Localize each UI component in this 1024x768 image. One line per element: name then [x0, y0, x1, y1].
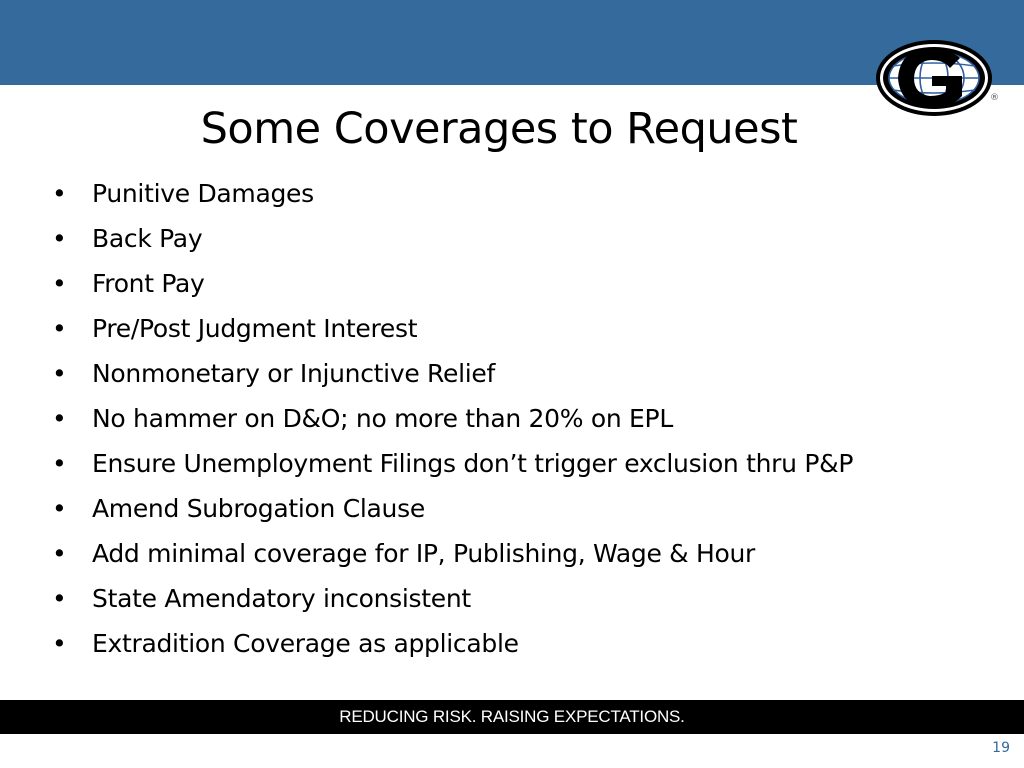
- bullet-dot: •: [52, 224, 67, 253]
- bullet-item: [52, 216, 1002, 261]
- bullet-item: [52, 396, 1002, 441]
- bullet-text: Extradition Coverage as applicable: [92, 629, 519, 658]
- bullet-item: [52, 531, 1002, 576]
- bullet-dot: •: [52, 494, 67, 523]
- bullet-item: [52, 441, 1002, 486]
- slide-title: Some Coverages to Request: [200, 104, 798, 154]
- bullet-dot: •: [52, 404, 67, 433]
- footer-band: [0, 700, 1024, 734]
- page-number: 19: [992, 740, 1010, 756]
- bullet-item: [52, 576, 1002, 621]
- bullet-item: [52, 621, 1002, 666]
- bullet-dot: •: [52, 314, 67, 343]
- bullet-text: Pre/Post Judgment Interest: [92, 314, 418, 343]
- bullet-dot: •: [52, 539, 67, 568]
- bullet-dot: •: [52, 179, 67, 208]
- bullet-dot: •: [52, 359, 67, 388]
- header-divider: [0, 85, 1024, 87]
- bullet-item: [52, 486, 1002, 531]
- bullet-text: Back Pay: [92, 224, 203, 253]
- bullet-text: Nonmonetary or Injunctive Relief: [92, 359, 495, 388]
- bullet-item: [52, 171, 1002, 216]
- bullet-dot: •: [52, 449, 67, 478]
- bullet-item: [52, 351, 1002, 396]
- registered-mark: ®: [990, 93, 999, 103]
- bullet-dot: •: [52, 584, 67, 613]
- bullet-item: [52, 306, 1002, 351]
- bullet-item: [52, 261, 1002, 306]
- bullet-text: No hammer on D&O; no more than 20% on EPL: [92, 404, 673, 433]
- bullet-text: Add minimal coverage for IP, Publishing, Wage & Hour: [92, 539, 756, 568]
- coverage-bullet-list: [52, 171, 1002, 666]
- bullet-text: Punitive Damages: [92, 179, 314, 208]
- bullet-dot: •: [52, 269, 67, 298]
- bullet-text: Ensure Unemployment Filings don’t trigger exclusion thru P&P: [92, 449, 854, 478]
- header-band: [0, 0, 1024, 85]
- footer-tagline: REDUCING RISK. RAISING EXPECTATIONS.: [339, 707, 685, 726]
- bullet-text: Amend Subrogation Clause: [92, 494, 425, 523]
- bullet-dot: •: [52, 629, 67, 658]
- bullet-text: State Amendatory inconsistent: [92, 584, 471, 613]
- bullet-text: Front Pay: [92, 269, 205, 298]
